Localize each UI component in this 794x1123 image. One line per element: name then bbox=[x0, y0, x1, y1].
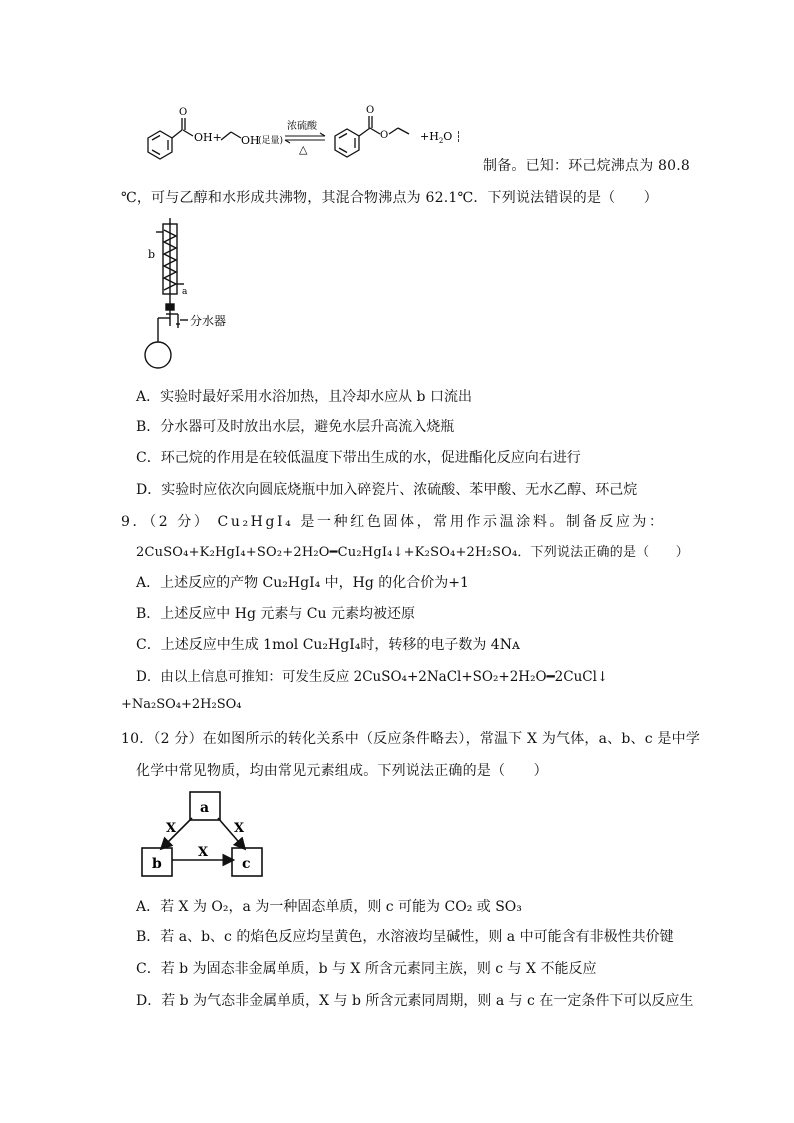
q8-option-b: B．分水器可及时放出水层，避免水层升高流入烧瓶 bbox=[136, 419, 455, 435]
water-product: $+H_2O$ ┆ bbox=[420, 130, 462, 145]
q9-option-c: C．上述反应中生成 1mol Cu₂HgI₄时，转移的电子数为 4Nᴀ bbox=[136, 637, 520, 653]
q10-option-a: A．若 X 为 O₂，a 为一种固态单质，则 c 可能为 CO₂ 或 SO₃ bbox=[136, 899, 522, 915]
q10-option-c: C．若 b 为固态非金属单质，b 与 X 所含元素同主族，则 c 与 X 不能反应 bbox=[136, 961, 597, 977]
carbonyl-o-label: O bbox=[179, 107, 188, 118]
q9-option-b: B．上述反应中 Hg 元素与 Cu 元素均被还原 bbox=[136, 606, 415, 622]
q10-stem-line2: 化学中常见物质，均由常见元素组成。下列说法正确的是（ ） bbox=[136, 763, 548, 779]
ester-carbonyl-o-label: O bbox=[366, 105, 375, 116]
q8-stem-line2: ℃，可与乙醇和水形成共沸物，其混合物沸点为 62.1℃．下列说法错误的是（ ） bbox=[121, 190, 658, 206]
q9-stem-line1: 9．（2 分） Cu₂HgI₄ 是一种红色固体，常用作示温涂料。制备反应为： bbox=[121, 514, 666, 530]
benzoic-acid-structure bbox=[148, 118, 193, 159]
q8-option-a: A．实验时最好采用水浴加热，且冷却水应从 b 口流出 bbox=[136, 389, 472, 405]
ethyl-benzoate-structure bbox=[335, 116, 409, 157]
q9-option-a: A．上述反应的产物 Cu₂HgI₄ 中，Hg 的化合价为+1 bbox=[136, 575, 469, 591]
edge-ab-label: X bbox=[166, 821, 177, 836]
q10-option-b: B．若 a、b、c 的焰色反应均呈黄色，水溶液均呈碱性，则 a 中可能含有非极性共价键 bbox=[136, 929, 674, 945]
ethanol-excess-note: (足量) bbox=[258, 136, 284, 146]
q9-option-d-continuation: +Na₂SO₄+2H₂SO₄ bbox=[121, 697, 242, 712]
equilibrium-arrows-icon bbox=[285, 133, 325, 143]
esterification-reaction-scheme bbox=[130, 100, 470, 170]
conversion-diagram bbox=[136, 788, 271, 883]
node-b-label: b bbox=[152, 856, 162, 872]
q9-option-d: D．由以上信息可推知：可发生反应 2CuSO₄+2NaCl+SO₂+2H₂O━2CuCl↓ bbox=[136, 669, 609, 685]
node-c-label: c bbox=[242, 856, 251, 872]
condenser-label-a: a bbox=[182, 287, 188, 297]
catalyst-label: 浓硫酸 bbox=[287, 121, 317, 132]
water-separator-apparatus bbox=[136, 218, 256, 370]
edge-ac-label: X bbox=[234, 821, 245, 836]
ethanol-oh-label: OH bbox=[241, 134, 260, 147]
ethanol-structure bbox=[221, 132, 241, 140]
q9-stem-line2: 2CuSO₄+K₂HgI₄+SO₂+2H₂O━Cu₂HgI₄↓+K₂SO₄+2H₂SO₄．下列说法正确的是（ ） bbox=[136, 545, 689, 560]
heat-symbol: △ bbox=[299, 143, 308, 156]
q8-option-c: C．环己烷的作用是在较低温度下带出生成的水，促进酯化反应向右进行 bbox=[136, 450, 581, 466]
q10-option-d: D．若 b 为气态非金属单质，X 与 b 所含元素同周期，则 a 与 c 在一定条件下可以反应生 bbox=[136, 993, 694, 1009]
q8-stem-line1-tail: 制备。已知：环己烷沸点为 80.8 bbox=[483, 158, 691, 174]
node-a-label: a bbox=[200, 800, 210, 816]
q8-option-d: D．实验时应依次向圆底烧瓶中加入碎瓷片、浓硫酸、苯甲酸、无水乙醇、环己烷 bbox=[136, 482, 638, 498]
edge-bc-label: X bbox=[198, 845, 209, 860]
reagent1-suffix: OH+ bbox=[194, 131, 222, 144]
condenser-label-b: b bbox=[148, 248, 156, 261]
q10-stem-line1: 10．（2 分）在如图所示的转化关系中（反应条件略去），常温下 X 为气体，a、b、c 是中学 bbox=[121, 731, 701, 747]
ester-o-label: O bbox=[380, 130, 389, 141]
separator-label: 分水器 bbox=[190, 314, 227, 328]
